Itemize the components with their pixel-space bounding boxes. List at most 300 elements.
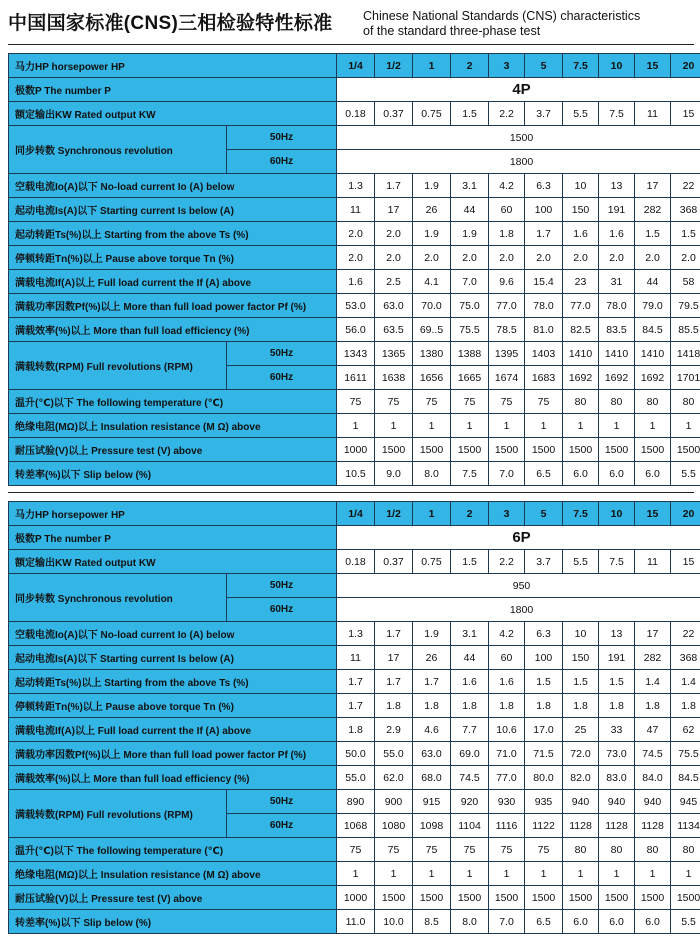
insulation-value: 1 [489, 414, 525, 438]
rated-value: 2.2 [489, 550, 525, 574]
temperature-value: 75 [451, 390, 489, 414]
rated-value: 11 [635, 550, 671, 574]
noload-value: 10 [563, 622, 599, 646]
fullload-current-value: 15.4 [525, 270, 563, 294]
starting-current-row [9, 198, 700, 222]
spec-table-6p [8, 501, 700, 934]
noload-value: 17 [635, 174, 671, 198]
noload-value: 6.3 [525, 174, 563, 198]
noload-row [9, 622, 700, 646]
fullload-current-value: 7.0 [451, 270, 489, 294]
horsepower-value: 3 [489, 502, 525, 526]
pressure-value: 1500 [671, 886, 700, 910]
temperature-label: 温升(℃)以下 The following temperature (℃) [9, 838, 337, 862]
pressure-value: 1500 [599, 438, 635, 462]
temperature-value: 75 [489, 390, 525, 414]
fullload-current-value: 44 [635, 270, 671, 294]
slip-value: 5.5 [671, 910, 700, 934]
poles-value: 4P [337, 78, 700, 102]
power-factor-value: 53.0 [337, 294, 375, 318]
insulation-value: 1 [599, 414, 635, 438]
power-factor-value: 78.0 [599, 294, 635, 318]
insulation-value: 1 [489, 862, 525, 886]
pressure-value: 1500 [563, 438, 599, 462]
starting-current-value: 100 [525, 646, 563, 670]
rev-50-value: 920 [451, 790, 489, 814]
pressure-value: 1500 [413, 438, 451, 462]
fullload-current-value: 10.6 [489, 718, 525, 742]
starting-torque-value: 1.6 [489, 670, 525, 694]
power-factor-value: 73.0 [599, 742, 635, 766]
poles-row [9, 78, 700, 102]
rated-value: 0.37 [375, 550, 413, 574]
temperature-value: 75 [489, 838, 525, 862]
rated-value: 0.37 [375, 102, 413, 126]
rated-value: 1.5 [451, 550, 489, 574]
temperature-value: 80 [635, 390, 671, 414]
rev-50-value: 1343 [337, 342, 375, 366]
power-factor-value: 78.0 [525, 294, 563, 318]
sync-50hz-value: 950 [337, 574, 700, 598]
noload-value: 1.9 [413, 622, 451, 646]
starting-torque-value: 1.5 [635, 222, 671, 246]
horsepower-value: 5 [525, 502, 563, 526]
power-factor-value: 71.5 [525, 742, 563, 766]
pause-torque-value: 2.0 [337, 246, 375, 270]
slip-value: 8.0 [451, 910, 489, 934]
rev-60-value: 1134 [671, 814, 700, 838]
efficiency-value: 81.0 [525, 318, 563, 342]
efficiency-value: 63.5 [375, 318, 413, 342]
rev-50-value: 1410 [635, 342, 671, 366]
rated-value: 2.2 [489, 102, 525, 126]
power-factor-row [9, 294, 700, 318]
power-factor-value: 77.0 [563, 294, 599, 318]
temperature-value: 80 [563, 390, 599, 414]
noload-value: 4.2 [489, 622, 525, 646]
noload-value: 10 [563, 174, 599, 198]
insulation-value: 1 [451, 862, 489, 886]
starting-torque-value: 1.9 [451, 222, 489, 246]
rev-60-value: 1692 [563, 366, 599, 390]
insulation-value: 1 [525, 862, 563, 886]
sync-50hz-value: 1500 [337, 126, 700, 150]
power-factor-value: 75.5 [671, 742, 700, 766]
starting-torque-value: 1.6 [563, 222, 599, 246]
rated-value: 5.5 [563, 102, 599, 126]
noload-value: 22 [671, 174, 700, 198]
starting-torque-value: 1.7 [525, 222, 563, 246]
fullload-current-value: 2.5 [375, 270, 413, 294]
rev-50-value: 1410 [599, 342, 635, 366]
rated-value: 0.75 [413, 550, 451, 574]
starting-current-value: 44 [451, 646, 489, 670]
pause-torque-value: 2.0 [413, 246, 451, 270]
rev-50-value: 940 [599, 790, 635, 814]
temperature-value: 75 [413, 390, 451, 414]
rev-60-value: 1068 [337, 814, 375, 838]
rated-value: 15 [671, 102, 700, 126]
efficiency-value: 55.0 [337, 766, 375, 790]
starting-current-value: 368 [671, 646, 700, 670]
rated-output-row [9, 102, 700, 126]
poles-row [9, 526, 700, 550]
horsepower-value: 7.5 [563, 502, 599, 526]
slip-value: 6.5 [525, 910, 563, 934]
slip-value: 10.5 [337, 462, 375, 486]
noload-value: 3.1 [451, 622, 489, 646]
pressure-row [9, 886, 700, 910]
temperature-row [9, 838, 700, 862]
insulation-value: 1 [563, 862, 599, 886]
noload-value: 22 [671, 622, 700, 646]
starting-current-value: 191 [599, 198, 635, 222]
temperature-value: 75 [413, 838, 451, 862]
efficiency-label: 满载效率(%)以上 More than full load efficiency (%) [9, 766, 337, 790]
slip-value: 7.0 [489, 910, 525, 934]
insulation-value: 1 [451, 414, 489, 438]
poles-label: 极数P The number P [9, 526, 337, 550]
rev-50-value: 1388 [451, 342, 489, 366]
pause-torque-value: 2.0 [489, 246, 525, 270]
rev-60-value: 1116 [489, 814, 525, 838]
rev-60-value: 1665 [451, 366, 489, 390]
temperature-value: 75 [451, 838, 489, 862]
starting-torque-value: 1.9 [413, 222, 451, 246]
insulation-label: 绝缘电阻(MΩ)以上 Insulation resistance (M Ω) above [9, 414, 337, 438]
rev-50-value: 1395 [489, 342, 525, 366]
slip-value: 6.0 [599, 462, 635, 486]
fullload-current-row [9, 718, 700, 742]
pause-torque-row [9, 246, 700, 270]
sync-row-50hz [9, 574, 700, 598]
efficiency-row [9, 318, 700, 342]
pressure-value: 1500 [413, 886, 451, 910]
slip-value: 9.0 [375, 462, 413, 486]
pause-torque-label: 停顿转距Tn(%)以上 Pause above torque Tn (%) [9, 694, 337, 718]
noload-value: 4.2 [489, 174, 525, 198]
pause-torque-value: 2.0 [635, 246, 671, 270]
starting-current-value: 17 [375, 198, 413, 222]
efficiency-value: 84.5 [671, 766, 700, 790]
slip-value: 8.5 [413, 910, 451, 934]
horsepower-value: 10 [599, 54, 635, 78]
rated-value: 15 [671, 550, 700, 574]
full-rev-row-50hz [9, 342, 700, 366]
header-rule [8, 44, 694, 45]
fullload-current-value: 47 [635, 718, 671, 742]
slip-value: 5.5 [671, 462, 700, 486]
rated-value: 3.7 [525, 550, 563, 574]
horsepower-row [9, 54, 700, 78]
noload-value: 13 [599, 174, 635, 198]
rated-value: 5.5 [563, 550, 599, 574]
insulation-value: 1 [375, 414, 413, 438]
sync-60hz-label: 60Hz [227, 150, 337, 174]
starting-torque-value: 1.5 [563, 670, 599, 694]
slip-value: 11.0 [337, 910, 375, 934]
horsepower-value: 1 [413, 502, 451, 526]
power-factor-value: 55.0 [375, 742, 413, 766]
efficiency-value: 69..5 [413, 318, 451, 342]
efficiency-value: 77.0 [489, 766, 525, 790]
starting-current-value: 282 [635, 198, 671, 222]
noload-value: 1.9 [413, 174, 451, 198]
starting-current-value: 150 [563, 646, 599, 670]
poles-label: 极数P The number P [9, 78, 337, 102]
starting-current-value: 44 [451, 198, 489, 222]
horsepower-value: 2 [451, 502, 489, 526]
pressure-value: 1500 [525, 438, 563, 462]
fullload-current-value: 4.1 [413, 270, 451, 294]
pressure-value: 1500 [451, 886, 489, 910]
page-header [8, 6, 694, 46]
efficiency-value: 74.5 [451, 766, 489, 790]
efficiency-value: 84.0 [635, 766, 671, 790]
insulation-value: 1 [413, 862, 451, 886]
pause-torque-value: 2.0 [525, 246, 563, 270]
fullload-current-value: 31 [599, 270, 635, 294]
full-rev-row-50hz [9, 790, 700, 814]
power-factor-value: 74.5 [635, 742, 671, 766]
rev-60-value: 1692 [599, 366, 635, 390]
starting-current-value: 11 [337, 198, 375, 222]
starting-torque-value: 1.8 [489, 222, 525, 246]
insulation-value: 1 [337, 414, 375, 438]
noload-label: 空载电流Io(A)以下 No-load current Io (A) below [9, 174, 337, 198]
horsepower-value: 20 [671, 502, 700, 526]
efficiency-value: 68.0 [413, 766, 451, 790]
pressure-label: 耐压试验(V)以上 Pressure test (V) above [9, 438, 337, 462]
slip-value: 7.5 [451, 462, 489, 486]
sync-60hz-label: 60Hz [227, 598, 337, 622]
horsepower-value: 15 [635, 54, 671, 78]
pause-torque-value: 1.8 [635, 694, 671, 718]
power-factor-label: 满载功率因数Pf(%)以上 More than full load power factor Pf (%) [9, 742, 337, 766]
starting-current-value: 150 [563, 198, 599, 222]
horsepower-value: 15 [635, 502, 671, 526]
spec-table-4p [8, 53, 700, 486]
temperature-value: 75 [375, 390, 413, 414]
slip-label: 转差率(%)以下 Slip below (%) [9, 910, 337, 934]
efficiency-row [9, 766, 700, 790]
rev-60-value: 1098 [413, 814, 451, 838]
rev-50-value: 890 [337, 790, 375, 814]
fullload-current-value: 9.6 [489, 270, 525, 294]
fullload-current-value: 7.7 [451, 718, 489, 742]
pause-torque-label: 停顿转距Tn(%)以上 Pause above torque Tn (%) [9, 246, 337, 270]
insulation-value: 1 [635, 862, 671, 886]
insulation-value: 1 [337, 862, 375, 886]
pause-torque-row [9, 694, 700, 718]
pause-torque-value: 2.0 [563, 246, 599, 270]
pressure-label: 耐压试验(V)以上 Pressure test (V) above [9, 886, 337, 910]
title-chinese: 中国国家标准(CNS)三相检验特性标准 [8, 13, 333, 34]
power-factor-row [9, 742, 700, 766]
starting-torque-label: 起动转距Ts(%)以上 Starting from the above Ts (%) [9, 222, 337, 246]
temperature-label: 温升(℃)以下 The following temperature (℃) [9, 390, 337, 414]
starting-current-row [9, 646, 700, 670]
rev-60-value: 1122 [525, 814, 563, 838]
rev-60-value: 1701 [671, 366, 700, 390]
starting-torque-value: 1.4 [671, 670, 700, 694]
horsepower-value: 10 [599, 502, 635, 526]
fullload-current-value: 4.6 [413, 718, 451, 742]
starting-current-value: 26 [413, 646, 451, 670]
rev-60-value: 1128 [563, 814, 599, 838]
pause-torque-value: 2.0 [599, 246, 635, 270]
rev-50-value: 930 [489, 790, 525, 814]
rated-value: 0.18 [337, 550, 375, 574]
rev-50-value: 940 [563, 790, 599, 814]
insulation-value: 1 [413, 414, 451, 438]
efficiency-value: 62.0 [375, 766, 413, 790]
sync-label: 同步转数 Synchronous revolution [9, 126, 227, 174]
poles-value: 6P [337, 526, 700, 550]
power-factor-value: 79.0 [635, 294, 671, 318]
horsepower-value: 1/2 [375, 502, 413, 526]
slip-value: 6.0 [635, 910, 671, 934]
starting-current-value: 17 [375, 646, 413, 670]
power-factor-value: 50.0 [337, 742, 375, 766]
title-english-line1: Chinese National Standards (CNS) characteristics [363, 9, 641, 23]
pause-torque-value: 1.8 [413, 694, 451, 718]
sync-50hz-label: 50Hz [227, 574, 337, 598]
starting-current-value: 368 [671, 198, 700, 222]
power-factor-value: 75.0 [451, 294, 489, 318]
efficiency-value: 75.5 [451, 318, 489, 342]
efficiency-value: 83.0 [599, 766, 635, 790]
insulation-value: 1 [671, 414, 700, 438]
efficiency-value: 82.0 [563, 766, 599, 790]
pause-torque-value: 2.0 [671, 246, 700, 270]
temperature-value: 75 [375, 838, 413, 862]
pressure-value: 1500 [671, 438, 700, 462]
rev-60-value: 1104 [451, 814, 489, 838]
slip-value: 8.0 [413, 462, 451, 486]
horsepower-value: 2 [451, 54, 489, 78]
rated-output-row [9, 550, 700, 574]
rev-50-value: 940 [635, 790, 671, 814]
efficiency-value: 56.0 [337, 318, 375, 342]
rated-value: 3.7 [525, 102, 563, 126]
temperature-value: 80 [635, 838, 671, 862]
starting-current-value: 26 [413, 198, 451, 222]
title-english [363, 9, 693, 39]
rev-60-value: 1128 [599, 814, 635, 838]
noload-value: 13 [599, 622, 635, 646]
starting-current-value: 60 [489, 646, 525, 670]
starting-current-value: 11 [337, 646, 375, 670]
rev-50-value: 945 [671, 790, 700, 814]
power-factor-value: 69.0 [451, 742, 489, 766]
pressure-value: 1500 [489, 438, 525, 462]
efficiency-value: 83.5 [599, 318, 635, 342]
rated-value: 0.75 [413, 102, 451, 126]
pause-torque-value: 1.8 [525, 694, 563, 718]
starting-torque-row [9, 222, 700, 246]
starting-torque-value: 1.5 [525, 670, 563, 694]
noload-value: 3.1 [451, 174, 489, 198]
sync-row-50hz [9, 126, 700, 150]
power-factor-value: 63.0 [375, 294, 413, 318]
fullload-current-value: 23 [563, 270, 599, 294]
slip-value: 10.0 [375, 910, 413, 934]
rev-50-value: 1365 [375, 342, 413, 366]
pressure-value: 1500 [451, 438, 489, 462]
fullload-current-label: 满载电流If(A)以上 Full load current the If (A) above [9, 270, 337, 294]
horsepower-value: 1/4 [337, 502, 375, 526]
rev-60-value: 1674 [489, 366, 525, 390]
horsepower-value: 7.5 [563, 54, 599, 78]
pause-torque-value: 1.8 [451, 694, 489, 718]
starting-torque-value: 1.4 [635, 670, 671, 694]
temperature-value: 80 [599, 838, 635, 862]
rev-50-value: 935 [525, 790, 563, 814]
rated-value: 1.5 [451, 102, 489, 126]
temperature-row [9, 390, 700, 414]
slip-value: 6.5 [525, 462, 563, 486]
power-factor-value: 70.0 [413, 294, 451, 318]
rev-50-value: 1380 [413, 342, 451, 366]
pause-torque-value: 1.8 [375, 694, 413, 718]
noload-value: 1.3 [337, 174, 375, 198]
slip-value: 6.0 [563, 910, 599, 934]
temperature-value: 80 [671, 390, 700, 414]
temperature-value: 80 [671, 838, 700, 862]
rated-output-label: 额定输出KW Rated output KW [9, 550, 337, 574]
efficiency-label: 满载效率(%)以上 More than full load efficiency (%) [9, 318, 337, 342]
pause-torque-value: 1.8 [489, 694, 525, 718]
rev-50-value: 1418 [671, 342, 700, 366]
slip-label: 转差率(%)以下 Slip below (%) [9, 462, 337, 486]
rev-60-value: 1638 [375, 366, 413, 390]
fullload-current-row [9, 270, 700, 294]
pressure-value: 1500 [375, 886, 413, 910]
pause-torque-value: 1.8 [599, 694, 635, 718]
insulation-value: 1 [375, 862, 413, 886]
temperature-value: 75 [525, 838, 563, 862]
starting-torque-value: 1.6 [599, 222, 635, 246]
slip-row [9, 910, 700, 934]
rated-output-label: 额定输出KW Rated output KW [9, 102, 337, 126]
fullload-current-value: 62 [671, 718, 700, 742]
pressure-value: 1500 [635, 886, 671, 910]
pressure-value: 1000 [337, 438, 375, 462]
rated-value: 11 [635, 102, 671, 126]
pressure-value: 1500 [635, 438, 671, 462]
power-factor-value: 77.0 [489, 294, 525, 318]
insulation-label: 绝缘电阻(MΩ)以上 Insulation resistance (M Ω) above [9, 862, 337, 886]
rev-50-value: 1410 [563, 342, 599, 366]
fullload-current-value: 58 [671, 270, 700, 294]
rated-value: 0.18 [337, 102, 375, 126]
fullload-current-value: 17.0 [525, 718, 563, 742]
efficiency-value: 82.5 [563, 318, 599, 342]
rev-60-value: 1683 [525, 366, 563, 390]
noload-value: 1.7 [375, 622, 413, 646]
pressure-value: 1000 [337, 886, 375, 910]
rev-60-value: 1080 [375, 814, 413, 838]
temperature-value: 75 [337, 838, 375, 862]
temperature-value: 80 [599, 390, 635, 414]
horsepower-label: 马力HP horsepower HP [9, 502, 337, 526]
starting-torque-value: 2.0 [375, 222, 413, 246]
insulation-row [9, 414, 700, 438]
rev-60-value: 1611 [337, 366, 375, 390]
slip-value: 6.0 [599, 910, 635, 934]
fullload-current-value: 1.6 [337, 270, 375, 294]
